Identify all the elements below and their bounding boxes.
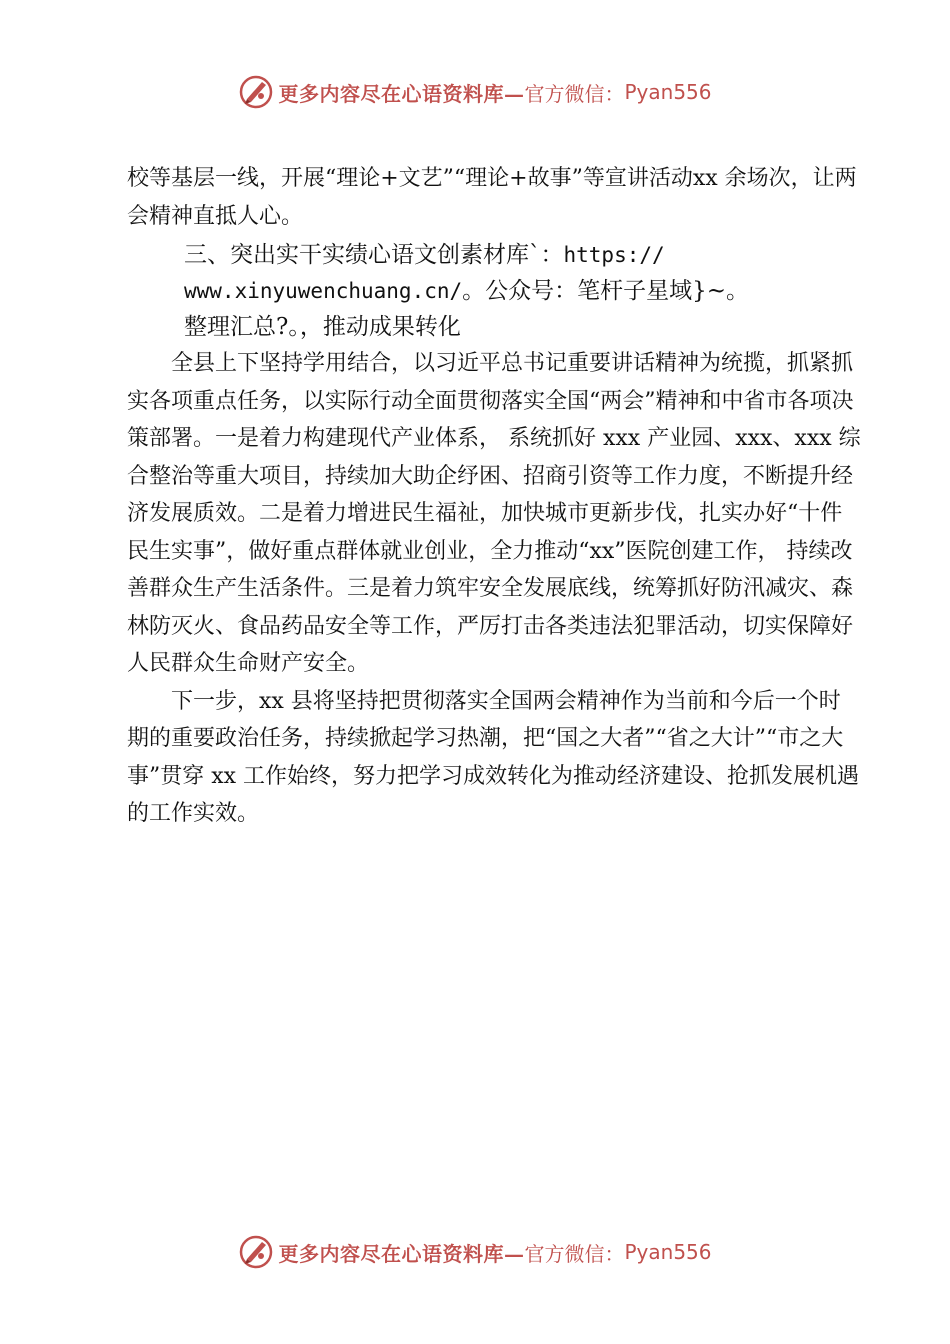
paragraph-1: 校等基层一线，开展“理论+文艺”“理论+故事”等宣讲活动xx 余场次，让两会精神直抵人心。 [127,166,857,229]
heading-url: www.xinyuwenchuang.cn/ [184,279,463,303]
paragraph-2: 全县上下坚持学用结合，以习近平总书记重要讲话精神为统揽，抓紧抓实各项重点任务，以实际行动全面贯彻落实全国“两会”精神和中省市各项决策部署。一是着力构建现代产业体系， 系统抓好 xxx 产业园、xxx、xxx 综合整治等重大项目，持续加大助企纾困、招商引资等工作力度，不断提升经济发展质效。二是着力增进民生福祉，加快城市更新步伐，扎实办好“十件民生实事”，做好重点群体就业创业，全力推动“xx”医院创建工作， 持续改善群众生产生活条件。三是着力筑牢安全发展底线，统筹抓好防汛减灾、森林防灭火、食品药品安全等工作，严厉打击各类违法犯罪活动，切实保障好人民群众生命财产安全。 [127,351,861,676]
section-heading [184,237,862,345]
paragraph-3: 下一步，xx 县将坚持把贯彻落实全国两会精神作为当前和今后一个时期的重要政治任务，持续掀起学习热潮，把“国之大者”“省之大计”“市之大事”贯穿 xx 工作始终，努力把学习成效转化为推动经济建设、抢抓发展机遇的工作实效。 [127,688,860,826]
heading-line3: 整理汇总?。，推动成果转化 [184,314,461,340]
heading-line2-text: 。公众号：笔杆子星域}~。 [462,278,750,304]
footer-main-text: 更多内容尽在心语资料库— [278,1241,525,1266]
banner-main-text: 更多内容尽在心语资料库— [278,81,525,106]
document-body [127,160,862,833]
header-banner [0,70,950,114]
heading-line1-text: 三、突出实干实绩心语文创素材库`： [184,242,564,268]
footer-wechat-id: Pyan556 [624,1240,712,1264]
banner-wechat-id: Pyan556 [624,80,712,104]
footer-banner [0,1230,950,1274]
banner-wechat-label: 官方微信： [524,81,625,106]
pen-seal-logo-icon [238,1234,274,1270]
heading-url-start: https:// [563,243,665,267]
footer-wechat-label: 官方微信： [524,1241,625,1266]
pen-seal-logo-icon [238,74,274,110]
